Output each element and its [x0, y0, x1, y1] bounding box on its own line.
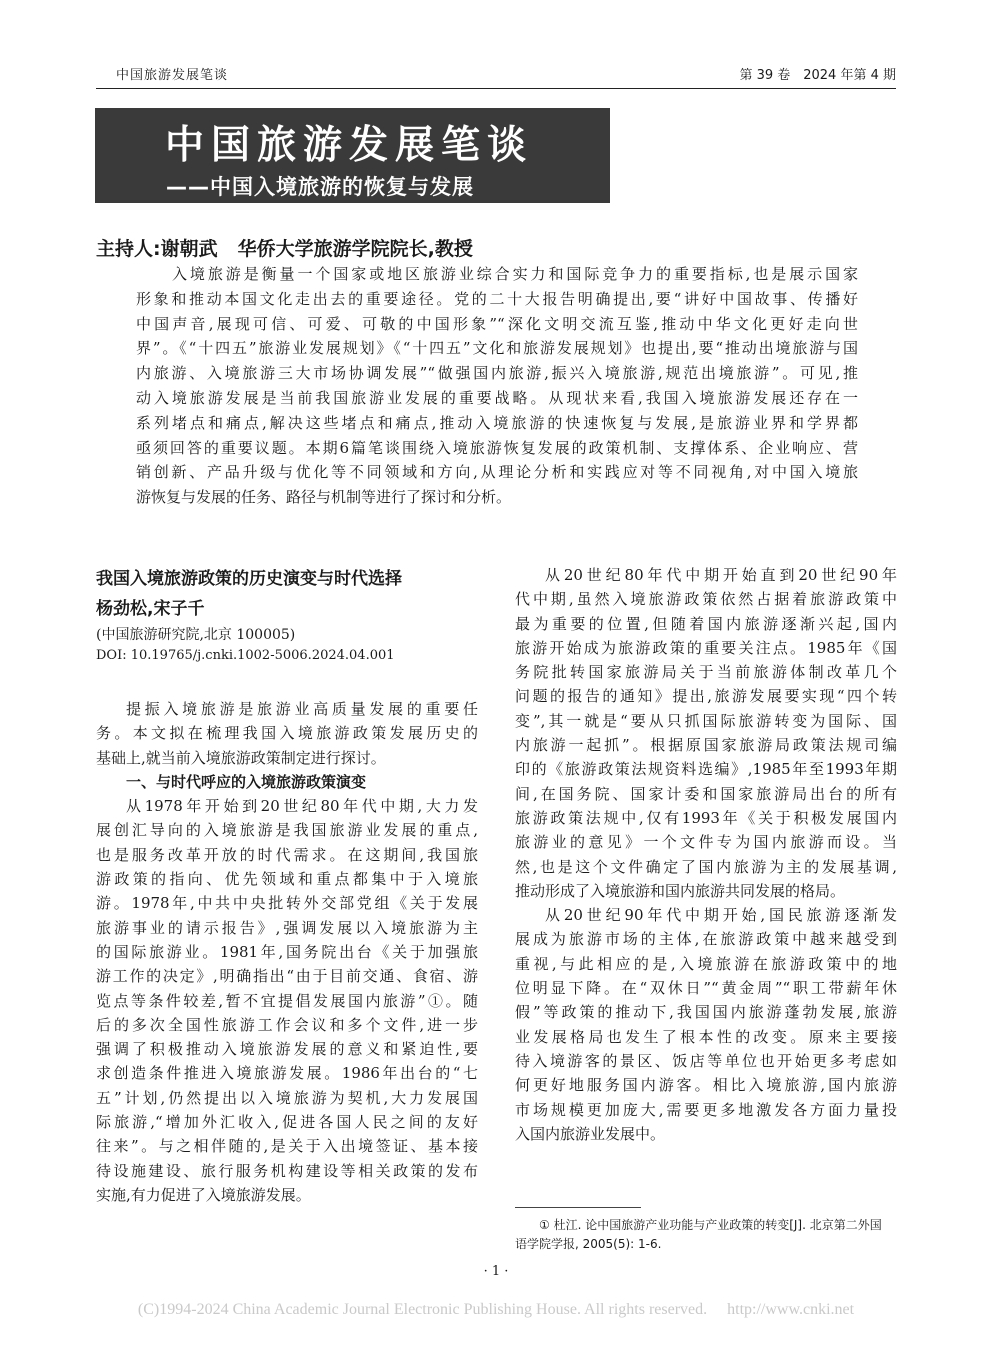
banner-subtitle: ——中国入境旅游的恢复与发展: [166, 175, 474, 199]
body-line: 旅游政策法规中,仅有1993年《关于积极发展国内: [515, 808, 897, 827]
body-line: 间,在国务院、国家计委和国家旅游局出台的所有: [515, 784, 897, 803]
body-line: 从20世纪90年代中期开始,国民旅游逐渐发: [545, 906, 897, 925]
body-line: 入国内旅游业发展中。: [515, 1124, 666, 1143]
body-line: 游政策的指向、优先领域和重点都集中于入境旅: [96, 870, 478, 889]
body-line: 务。本文拟在梳理我国入境旅游政策发展历史的: [96, 724, 478, 743]
intro-line: 动入境旅游发展是当前我国旅游业发展的重要战略。从现状来看,我国入境旅游发展还存在一: [136, 388, 858, 407]
body-line: 待入境游客的景区、饭店等单位也开始更多考虑如: [515, 1051, 897, 1070]
body-line: 游工作的决定》,明确指出“由于目前交通、食宿、游: [96, 967, 478, 986]
intro-line: 入境旅游是衡量一个国家或地区旅游业综合实力和国际竞争力的重要指标,也是展示国家: [172, 265, 858, 283]
body-line: 务院批转国家旅游局关于当前旅游体制改革几个: [515, 663, 897, 682]
intro-line: 中国声音,展现可信、可爱、可敬的中国形象”“深化文明交流互鉴,推动中华文化更好走向世: [136, 314, 858, 333]
body-line: 位明显下降。在“双休日”“黄金周”“职工带薪年休: [515, 979, 897, 998]
body-line: 最为重要的位置,但随着国内旅游逐渐兴起,国内: [515, 614, 897, 633]
body-line: 市场规模更加庞大,需要更多地激发各方面力量投: [515, 1100, 897, 1119]
body-line: 然,也是这个文件确定了国内旅游为主的发展基调,: [515, 857, 897, 876]
body-line: 重视,与此相应的是,入境旅游在旅游政策中的地: [515, 954, 897, 973]
intro-line: 内旅游、入境旅游三大市场协调发展”“做强国内旅游,振兴入境旅游,规范出境旅游”。可见,推: [136, 364, 858, 383]
body-line: 何更好地服务国内游客。相比入境旅游,国内旅游: [515, 1076, 897, 1095]
body-line: 假”等政策的推动下,我国国内旅游蓬勃发展,旅游: [515, 1003, 897, 1022]
body-line: 的国际旅游业。1981年,国务院出台《关于加强旅: [96, 942, 478, 961]
host-name: 主持人:谢朝武: [96, 238, 218, 260]
intro-line: 界”。《“十四五”旅游业发展规划》《“十四五”文化和旅游发展规划》也提出,要“推动出境旅游与国: [136, 339, 858, 358]
footnote-line: ① 杜江. 论中国旅游产业功能与产业政策的转变[J]. 北京第二外国: [539, 1218, 882, 1232]
body-line: 往来”。与之相伴随的,是关于入出境签证、基本接: [96, 1137, 478, 1156]
left-column-body: [96, 697, 478, 1207]
body-line: 旅游开始成为旅游政策的重要关注点。1985年《国: [515, 638, 897, 657]
body-line: 览点等条件较差,暂不宜提倡发展国内旅游”①。随: [96, 991, 478, 1010]
article-title: 我国入境旅游政策的历史演变与时代选择: [96, 569, 402, 589]
header-rule: [96, 88, 896, 89]
copyright-watermark: (C)1994-2024 China Academic Journal Electronic Publishing House. All rights reserved. http://www.cnki.net: [137, 1301, 855, 1318]
body-line: 提振入境旅游是旅游业高质量发展的重要任: [126, 700, 478, 718]
body-line: 旅游业的意见》一个文件专为国内旅游而设。当: [515, 833, 897, 852]
body-line: 业发展格局也发生了根本性的改变。原来主要接: [515, 1027, 897, 1046]
running-header-journal: 中国旅游发展笔谈: [116, 68, 229, 83]
body-line: 旅游事业的请示报告》,强调发展以入境旅游为主: [96, 918, 478, 937]
article-affiliation: (中国旅游研究院,北京 100005): [96, 627, 296, 643]
body-line: 变”,其一就是“要从只抓国际旅游转变为国际、国: [515, 711, 897, 730]
right-column-body: [515, 563, 897, 1146]
intro-line: 系列堵点和痛点,解决这些堵点和痛点,推动入境旅游的快速恢复与发展,是旅游业界和学界都: [136, 413, 858, 432]
running-header-issue: 第 39 卷 2024 年第 4 期: [739, 68, 896, 83]
section-heading: 一、与时代呼应的入境旅游政策演变: [126, 772, 367, 791]
body-line: 从1978年开始到20世纪80年代中期,大力发: [126, 797, 478, 816]
intro-line: 销创新、产品升级与优化等不同领域和方向,从理论分析和实践应对等不同视角,对中国入境旅: [136, 463, 858, 482]
body-line: 求创造条件推进入境旅游发展。1986年出台的“七: [96, 1064, 478, 1083]
page-number: · 1 ·: [483, 1264, 509, 1279]
body-line: 展成为旅游市场的主体,在旅游政策中越来越受到: [515, 930, 897, 949]
intro-line: 形象和推动本国文化走出去的重要途径。党的二十大报告明确提出,要“讲好中国故事、传播好: [136, 289, 858, 308]
body-line: 推动形成了入境旅游和国内旅游共同发展的格局。: [515, 881, 846, 900]
body-line: 从20世纪80年代中期开始直到20世纪90年: [545, 566, 897, 584]
body-line: 内旅游一起抓”。根据原国家旅游局政策法规司编: [515, 736, 897, 755]
banner-title: 中国旅游发展笔谈: [165, 123, 534, 168]
body-line: 强调了积极推动入境旅游发展的意义和紧迫性,要: [96, 1040, 478, 1059]
footnote: [515, 1216, 897, 1254]
body-line: 游。1978年,中共中央批转外交部党组《关于发展: [96, 894, 478, 913]
intro-paragraph: [136, 262, 858, 510]
body-line: 印的《旅游政策法规资料选编》,1985年至1993年期: [515, 760, 897, 779]
body-line: 实施,有力促进了入境旅游发展。: [96, 1185, 311, 1204]
body-line: 待设施建设、旅行服务机构建设等相关政策的发布: [96, 1161, 478, 1180]
host-line: [96, 234, 473, 261]
body-line: 后的多次全国性旅游工作会议和多个文件,进一步: [96, 1015, 478, 1034]
intro-line: 游恢复与发展的任务、路径与机制等进行了探讨和分析。: [136, 488, 512, 507]
body-line: 五”计划,仍然提出以入境旅游为契机,大力发展国: [96, 1088, 478, 1107]
article-doi: DOI: 10.19765/j.cnki.1002-5006.2024.04.001: [96, 648, 395, 663]
footnote-line: 语学院学报, 2005(5): 1-6.: [515, 1237, 662, 1251]
article-authors: 杨劲松,宋子千: [96, 599, 205, 619]
body-line: 基础上,就当前入境旅游政策制定进行探讨。: [96, 748, 386, 767]
footnote-rule: [515, 1207, 641, 1208]
body-line: 也是服务改革开放的时代需求。在这期间,我国旅: [96, 845, 478, 864]
body-line: 展创汇导向的入境旅游是我国旅游业发展的重点,: [96, 821, 478, 840]
intro-line: 亟须回答的重要议题。本期6篇笔谈围绕入境旅游恢复发展的政策机制、支撑体系、企业响应、营: [136, 438, 858, 457]
body-line: 代中期,虽然入境旅游政策依然占据着旅游政策中: [515, 590, 897, 609]
body-line: 际旅游,“增加外汇收入,促进各国人民之间的友好: [96, 1113, 478, 1132]
body-line: 问题的报告的通知》提出,旅游发展要实现“四个转: [515, 687, 897, 706]
host-title: 华侨大学旅游学院院长,教授: [237, 238, 473, 260]
